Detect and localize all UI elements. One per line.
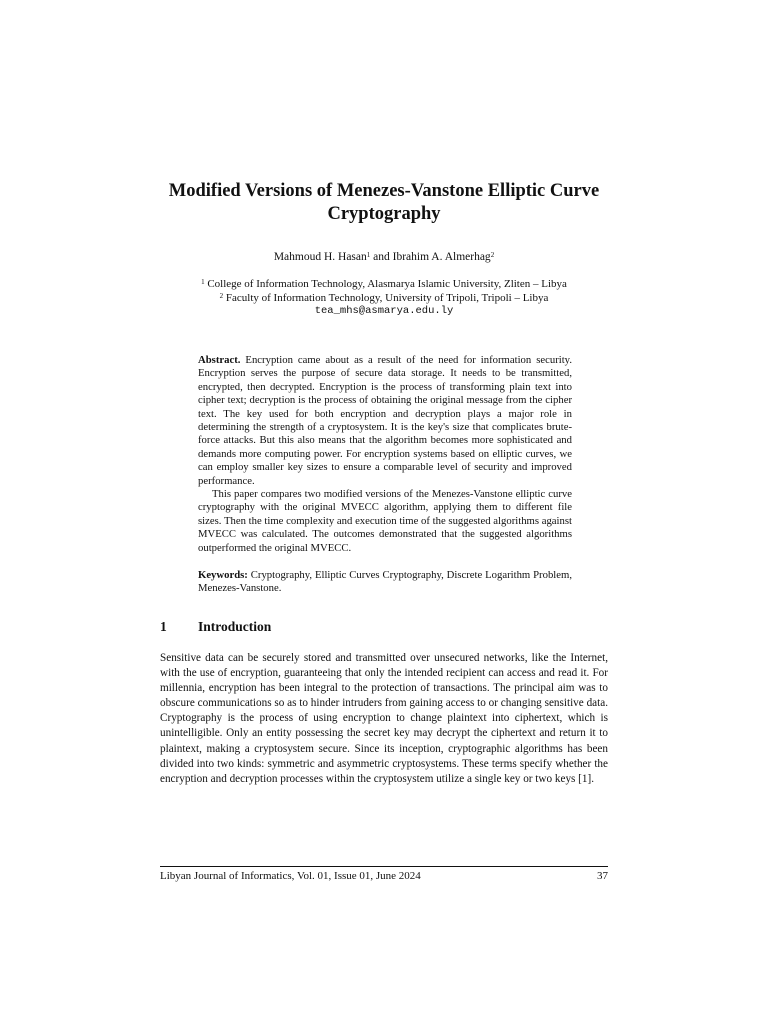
journal-citation: Libyan Journal of Informatics, Vol. 01, Issue 01, June 2024 <box>160 870 421 882</box>
affiliation-2 <box>140 292 628 306</box>
page-number: 37 <box>597 870 608 882</box>
affiliation-text: Faculty of Information Technology, University of Tripoli, Tripoli – Libya <box>225 291 549 304</box>
abstract-text: Encryption came about as a result of the need for information security. Encryption serves the purpose of secure data storage. It needs to be transmitted, encrypted, then decrypted. Encryption is the process of transforming plain text into cipher text; decryption is the process of obtaining the original message from the cipher text. The key used for both encryption and decryption plays a major role in determining the strength of a cryptosystem. It is the key's size that complicates brute-force attacks. But this also means that the algorithm becomes more sophisticated and demands more computing power. For encryption systems based on elliptic curves, we can employ smaller key sizes to ensure a comparable level of security and improved performance. <box>198 354 573 487</box>
abstract <box>198 354 572 555</box>
paper-title: Modified Versions of Menezes-Vanstone Elliptic Curve Cryptography <box>168 181 600 224</box>
affiliation-text: College of Information Technology, Alasmarya Islamic University, Zliten – Libya <box>207 278 567 290</box>
page-footer <box>160 869 608 883</box>
abstract-label: Abstract. <box>198 354 241 366</box>
author-conjunction: and <box>373 251 390 263</box>
author-line <box>140 250 628 264</box>
affiliation-mark: 1 <box>201 278 205 286</box>
abstract-paragraph-1 <box>198 354 572 488</box>
section-number: 1 <box>160 619 167 634</box>
section-heading <box>160 619 271 635</box>
abstract-paragraph-2: This paper compares two modified versions of the Menezes-Vanstone elliptic curve cryptography with the original MVECC algorithm, applying them to different file sizes. Then the time complexity and execution time of the suggested algorithms against MVECC was calculated. The outcomes demonstrated that the suggested algorithms outperformed the original MVECC. <box>198 488 572 554</box>
keywords <box>198 569 572 596</box>
footer-divider <box>160 866 608 867</box>
affiliation-1 <box>140 278 628 292</box>
affiliation-mark: 1 <box>366 251 371 259</box>
section-title: Introduction <box>198 619 272 634</box>
affiliation-mark: 2 <box>219 291 224 300</box>
author-email: tea_mhs@asmarya.edu.ly <box>314 305 454 317</box>
author-name: Ibrahim A. Almerhag <box>392 251 491 263</box>
affiliations <box>140 278 628 319</box>
affiliation-mark: 2 <box>490 251 495 259</box>
keywords-text: Cryptography, Elliptic Curves Cryptography, Discrete Logarithm Problem, Menezes-Vanstone. <box>198 569 572 595</box>
keywords-label: Keywords: <box>198 569 248 581</box>
author-name: Mahmoud H. Hasan <box>273 251 367 263</box>
introduction-paragraph: Sensitive data can be securely stored and transmitted over unsecured networks, like the Internet, with the use of encryption, guaranteeing that only the intended recipient can access and read it. For millennia, encryption has been integral to the protection of transactions. The principal aim was to obscure communications so as to hinder intruders from gaining access to or changing sensitive data. Cryptography is the process of using encryption to change plaintext into ciphertext, which is unintelligible. Only an entity possessing the secret key may decrypt the ciphertext and return it to plaintext, making a cryptosystem secure. Since its inception, cryptographic algorithms has been divided into two kinds: symmetric and asymmetric cryptosystems. These terms specify whether the encryption and decryption processes within the cryptosystem utilize a single key or two keys [1]. <box>160 652 608 785</box>
